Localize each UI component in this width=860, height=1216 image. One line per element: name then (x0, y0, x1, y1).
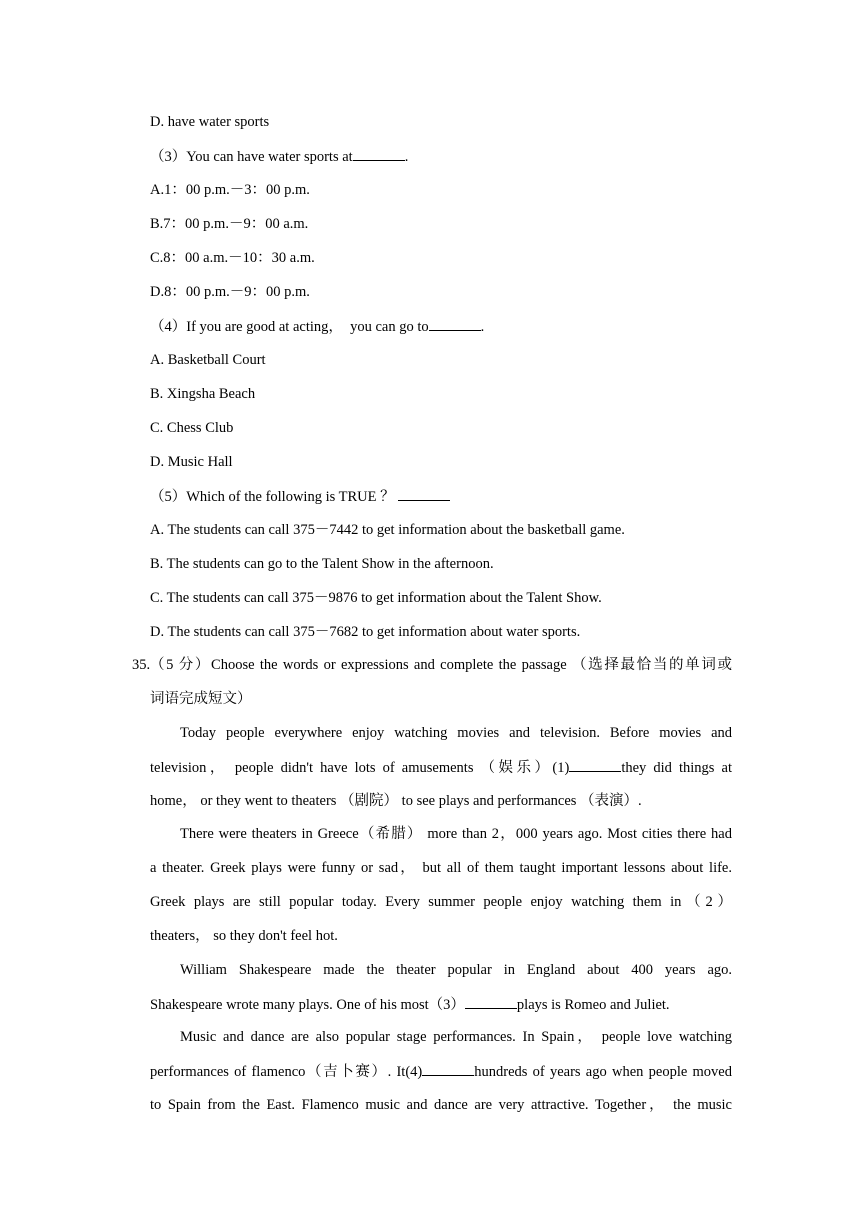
question-3-text: （3）You can have water sports at (150, 149, 353, 165)
question-5-option-a: A. The students can call 375－7442 to get information about the basketball game. (150, 522, 625, 538)
passage-p3-line1: William Shakespeare made the theater popular in England about 400 years ago. (180, 962, 732, 978)
question-4-stem (150, 316, 732, 337)
passage-p3-line2 (150, 994, 732, 1015)
question-35-header: （5 分）Choose the words or expressions and complete the passage （选择最恰当的单词或 (150, 657, 732, 673)
question-3-end: . (404, 149, 409, 165)
question-4-option-a: A. Basketball Court (150, 352, 266, 368)
passage-p2-line2: a theater. Greek plays were funny or sad， but all of them taught important lessons about life. (150, 860, 732, 876)
question-3-option-b: B.7：00 p.m.－9：00 a.m. (150, 216, 309, 232)
question-4-text: （4）If you are good at acting， you can go to (150, 319, 429, 335)
question-4-end: . (480, 319, 485, 335)
question-5-option-c: C. The students can call 375－9876 to get information about the Talent Show. (150, 590, 602, 606)
answer-blank (353, 146, 405, 161)
answer-blank-3 (465, 994, 517, 1009)
passage-text: hundreds of years ago when people moved (474, 1064, 732, 1080)
question-5-stem (150, 486, 732, 507)
passage-text: television， people didn't have lots of amusements （娱乐）(1) (150, 760, 570, 776)
question-4-option-b: B. Xingsha Beach (150, 386, 256, 402)
passage-text: plays is Romeo and Juliet. (516, 997, 670, 1013)
passage-p1-line2 (150, 757, 732, 778)
answer-blank-1 (569, 757, 621, 772)
question-35-number: 35. (132, 657, 151, 673)
option-d-water-sports: D. have water sports (150, 114, 270, 130)
passage-p2-line4: theaters， so they don't feel hot. (150, 928, 338, 944)
question-3-option-a: A.1：00 p.m.－3：00 p.m. (150, 182, 310, 198)
question-5-option-b: B. The students can go to the Talent Show in the afternoon. (150, 556, 494, 572)
passage-p2-line3: Greek plays are still popular today. Every summer people enjoy watching them in（2） (150, 894, 732, 910)
passage-p1-line1: Today people everywhere enjoy watching movies and television. Before movies and (180, 725, 732, 741)
passage-p1-line3: home， or they went to theaters （剧院） to see plays and performances （表演）. (150, 793, 642, 809)
passage-p4-line2 (150, 1061, 732, 1082)
question-3-option-c: C.8：00 a.m.－10：30 a.m. (150, 250, 315, 266)
question-4-option-c: C. Chess Club (150, 420, 234, 436)
question-5-option-d: D. The students can call 375－7682 to get information about water sports. (150, 624, 581, 640)
question-5-text: （5）Which of the following is TRUE ？ (150, 489, 395, 505)
passage-text: they did things at (621, 760, 732, 776)
question-3-option-d: D.8：00 p.m.－9：00 p.m. (150, 284, 310, 300)
question-4-option-d: D. Music Hall (150, 454, 233, 470)
answer-blank (398, 486, 450, 501)
answer-blank-4 (422, 1061, 474, 1076)
passage-p2-line1: There were theaters in Greece（希腊） more than 2，000 years ago. Most cities there had (180, 826, 732, 842)
answer-blank (429, 316, 481, 331)
passage-p4-line3: to Spain from the East. Flamenco music and dance are very attractive. Together， the music (150, 1097, 732, 1113)
passage-text: performances of flamenco（吉卜赛）. It(4) (150, 1064, 423, 1080)
question-35-header-cont: 词语完成短文） (150, 691, 252, 707)
passage-text: Shakespeare wrote many plays. One of his most（3） (150, 997, 465, 1013)
question-3-stem (150, 146, 732, 167)
passage-p4-line1: Music and dance are also popular stage performances. In Spain， people love watching (180, 1029, 732, 1045)
